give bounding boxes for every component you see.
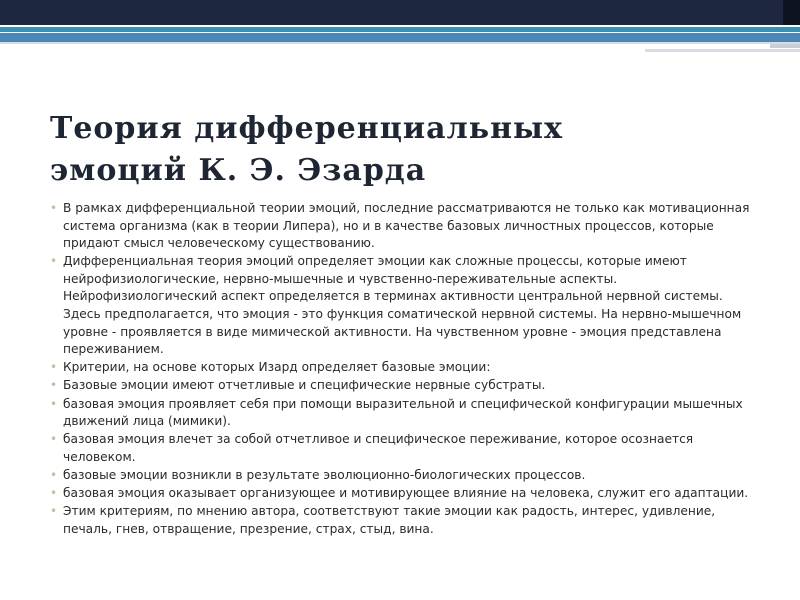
bullet-marker: •: [50, 396, 58, 411]
accent-stripe-teal: [0, 27, 800, 32]
bullet-item: [50, 253, 750, 359]
header-band-end: [783, 0, 800, 25]
bullet-text: Дифференциальная теория эмоций определяет эмоции как сложные процессы, которые имеют нейрофизиологические, нервно-мышечные и чувственно-переживательные аспекты. Нейрофизиологический аспект определяется в терминах активности центральной нервной системы. Здесь предполагается, что эмоция - это функция соматической нервной системы. На нервно-мышечном уровне - проявляется в виде мимической активности. На чувственном уровне - эмоция представлена переживанием.: [63, 254, 742, 357]
slide-title: [50, 108, 770, 192]
bullet-item: [50, 359, 750, 377]
bullet-text: В рамках дифференциальной теории эмоций, последние рассматриваются не только как мотивационная система организма (как в теории Липера), но и в качестве базовых личностных процессов, которые придают смысл человеческому существованию.: [63, 201, 750, 251]
bullet-marker: •: [50, 467, 58, 482]
corner-decor-line: [645, 49, 800, 52]
bullet-item: [50, 485, 750, 503]
bullet-item: [50, 396, 750, 431]
bullet-item: [50, 200, 750, 253]
bullet-item: [50, 431, 750, 466]
header-band: [0, 0, 783, 25]
bullet-item: [50, 377, 750, 395]
accent-stripe-gray: [0, 42, 800, 44]
bullet-text: Этим критериям, по мнению автора, соответствуют такие эмоции как радость, интерес, удивление, печаль, гнев, отвращение, презрение, страх, стыд, вина.: [63, 504, 716, 536]
bullet-marker: •: [50, 432, 58, 447]
bullet-item: [50, 467, 750, 485]
bullet-marker: •: [50, 378, 58, 393]
corner-decor-line: [770, 44, 800, 48]
accent-stripe-blue: [0, 33, 800, 42]
bullet-text: базовая эмоция оказывает организующее и мотивирующее влияние на человека, служит его адаптации.: [63, 486, 749, 500]
bullet-text: Критерии, на основе которых Изард определяет базовые эмоции:: [63, 360, 491, 375]
bullet-item: [50, 503, 750, 538]
bullet-text: базовая эмоция проявляет себя при помощи выразительной и специфической конфигурации мышечных движений лица (мимики).: [63, 396, 743, 429]
bullet-list: [50, 200, 750, 539]
bullet-marker: •: [50, 486, 58, 500]
bullet-text: базовая эмоция влечет за собой отчетливое и специфическое переживание, которое осознается человеком.: [63, 432, 694, 464]
slide-title-line: Теория дифференциальных: [50, 111, 564, 146]
bullet-text: базовые эмоции возникли в результате эволюционно-биологических процессов.: [63, 467, 586, 482]
bullet-marker: •: [50, 254, 58, 269]
slide-title-line: эмоций К. Э. Эзарда: [50, 153, 427, 188]
bullet-marker: •: [50, 201, 58, 215]
bullet-marker: •: [50, 360, 58, 375]
bullet-text: Базовые эмоции имеют отчетливые и специфические нервные субстраты.: [63, 378, 546, 393]
bullet-marker: •: [50, 504, 58, 519]
